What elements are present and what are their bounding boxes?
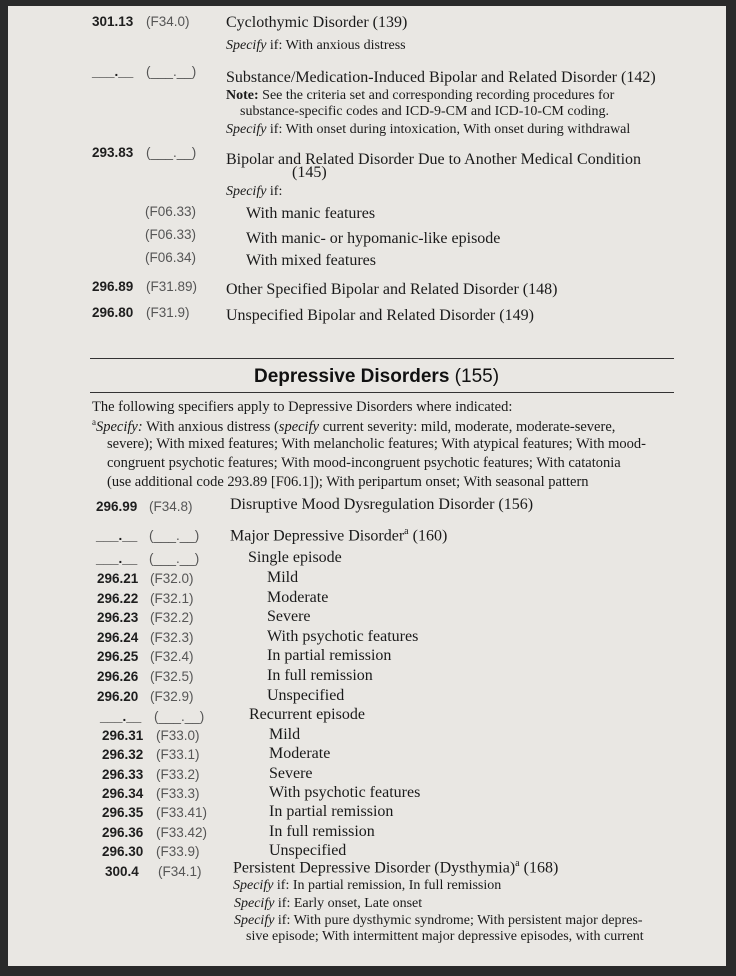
code: 296.35 [102,805,144,821]
code: 296.21 [97,571,139,586]
specifier-item: With manic- or hypomanic-like episode [246,230,501,247]
disorder-name-cont: (145) [292,164,327,181]
severity-item: Unspecified [267,686,345,704]
icd-code: (___.__) [149,528,200,543]
icd-code: (F31.9) [146,305,190,320]
note-line: Note: See the criteria set and corresponding recording procedures for [226,88,615,103]
icd-code: (F33.3) [156,785,200,801]
code: ___.__ [96,528,138,543]
icd-code: (___.__) [154,709,205,724]
disorder-name: Bipolar and Related Disorder Due to Another Medical Condition [226,151,642,168]
book-page [8,6,726,966]
disorder-name: Major Depressive Disorder$^a$ (160) [230,526,448,545]
episode-label: Single episode [248,549,342,566]
specifier-paragraph-line: congruent psychotic features; With mood-incongruent psychotic features; With catatonia [107,455,621,471]
specifier-item: With mixed features [246,252,376,269]
icd-code: (F32.3) [150,629,194,645]
disorder-name: Unspecified Bipolar and Related Disorder (149) [226,307,534,324]
icd-code: (___.__) [146,145,197,160]
severity-item: Mild [269,726,301,743]
icd-code: (F34.8) [149,499,193,514]
icd-code: (F33.2) [156,766,200,782]
specifier-line: Specify if: In partial remission, In full remission [233,878,502,893]
icd-code: (F33.41) [156,805,208,821]
icd-code: (F33.42) [156,824,208,840]
code: 296.99 [96,499,138,514]
specifier-line: Specify if: With anxious distress [226,38,406,53]
specifier-line: Specify if: [226,184,283,199]
severity-item: In full remission [267,667,373,684]
icd-code: (F33.1) [156,747,200,763]
severity-item: Unspecified [269,841,347,859]
code: ___.__ [100,709,142,724]
code: 296.24 [97,629,139,645]
code: 296.36 [102,824,144,840]
note-line: substance-specific codes and ICD-9-CM and ICD-10-CM coding. [240,104,609,119]
specifier-item: With manic features [246,205,376,222]
code: 296.25 [97,649,139,665]
icd-code: (F34.1) [158,864,202,879]
divider [90,392,674,393]
icd-code: (F32.4) [150,649,194,665]
code: ___.__ [96,551,138,566]
severity-item: In partial remission [269,803,394,821]
icd-code: (F32.0) [150,571,194,586]
severity-item: Severe [267,608,311,626]
disorder-name: Disruptive Mood Dysregulation Disorder (156) [230,496,534,513]
icd-code: (___.__) [146,64,197,79]
disorder-name: Cyclothymic Disorder (139) [226,14,408,31]
section-heading: Depressive Disorders (155) [254,366,500,387]
severity-item: Severe [269,764,313,782]
code: 293.83 [92,145,134,160]
icd-code: (F33.0) [156,728,200,743]
disorder-name: Substance/Medication-Induced Bipolar and Related Disorder (142) [226,69,656,86]
severity-item: Moderate [267,588,329,606]
code: 296.30 [102,843,144,859]
specifier-line: Specify if: With pure dysthymic syndrome; With persistent major depres- [234,913,643,928]
code: 296.32 [102,747,144,763]
code: 296.34 [102,785,144,801]
icd-code: (F33.9) [156,843,200,859]
disorder-name: Persistent Depressive Disorder (Dysthymia)$^a$ (168) [233,858,559,877]
icd-code: (F06.33) [145,204,197,219]
severity-item: In partial remission [267,647,392,665]
divider [90,358,674,359]
icd-code: (F32.2) [150,610,194,626]
code: ___.__ [92,64,134,79]
code: 296.23 [97,610,139,626]
episode-label: Recurrent episode [249,706,365,723]
specifier-line-cont: sive episode; With intermittent major depressive episodes, with current [246,929,644,944]
icd-code: (F06.34) [145,250,197,265]
severity-item: With psychotic features [269,783,421,801]
icd-code: (F32.1) [150,590,194,606]
severity-item: In full remission [269,822,375,840]
code: 296.20 [97,688,139,704]
icd-code: (F34.0) [146,14,190,29]
icd-code: (F31.89) [146,279,198,294]
intro-text: The following specifiers apply to Depressive Disorders where indicated: [92,399,513,415]
specifier-line: Specify if: With onset during intoxication, With onset during withdrawal [226,122,631,137]
code: 296.26 [97,669,139,684]
specifier-paragraph-line: severe); With mixed features; With melancholic features; With atypical features; With mood- [107,436,646,452]
code: 296.22 [97,590,139,606]
code: 296.33 [102,766,144,782]
specifier-paragraph-line: $^a$Specify: With anxious distress (specify current severity: mild, moderate, moderate-severe, [92,417,616,435]
icd-code: (F32.5) [150,669,194,684]
severity-item: With psychotic features [267,627,419,645]
code: 296.80 [92,305,134,320]
severity-item: Mild [267,569,299,586]
severity-item: Moderate [269,745,331,763]
icd-code: (F06.33) [145,227,197,242]
specifier-paragraph-line: (use additional code 293.89 [F06.1]); With peripartum onset; With seasonal pattern [107,474,589,490]
code: 301.13 [92,14,134,29]
code: 300.4 [105,864,139,879]
icd-code: (___.__) [149,551,200,566]
code: 296.89 [92,279,134,294]
specifier-line: Specify if: Early onset, Late onset [234,896,423,911]
icd-code: (F32.9) [150,688,194,704]
disorder-name: Other Specified Bipolar and Related Disorder (148) [226,281,558,298]
code: 296.31 [102,728,144,743]
